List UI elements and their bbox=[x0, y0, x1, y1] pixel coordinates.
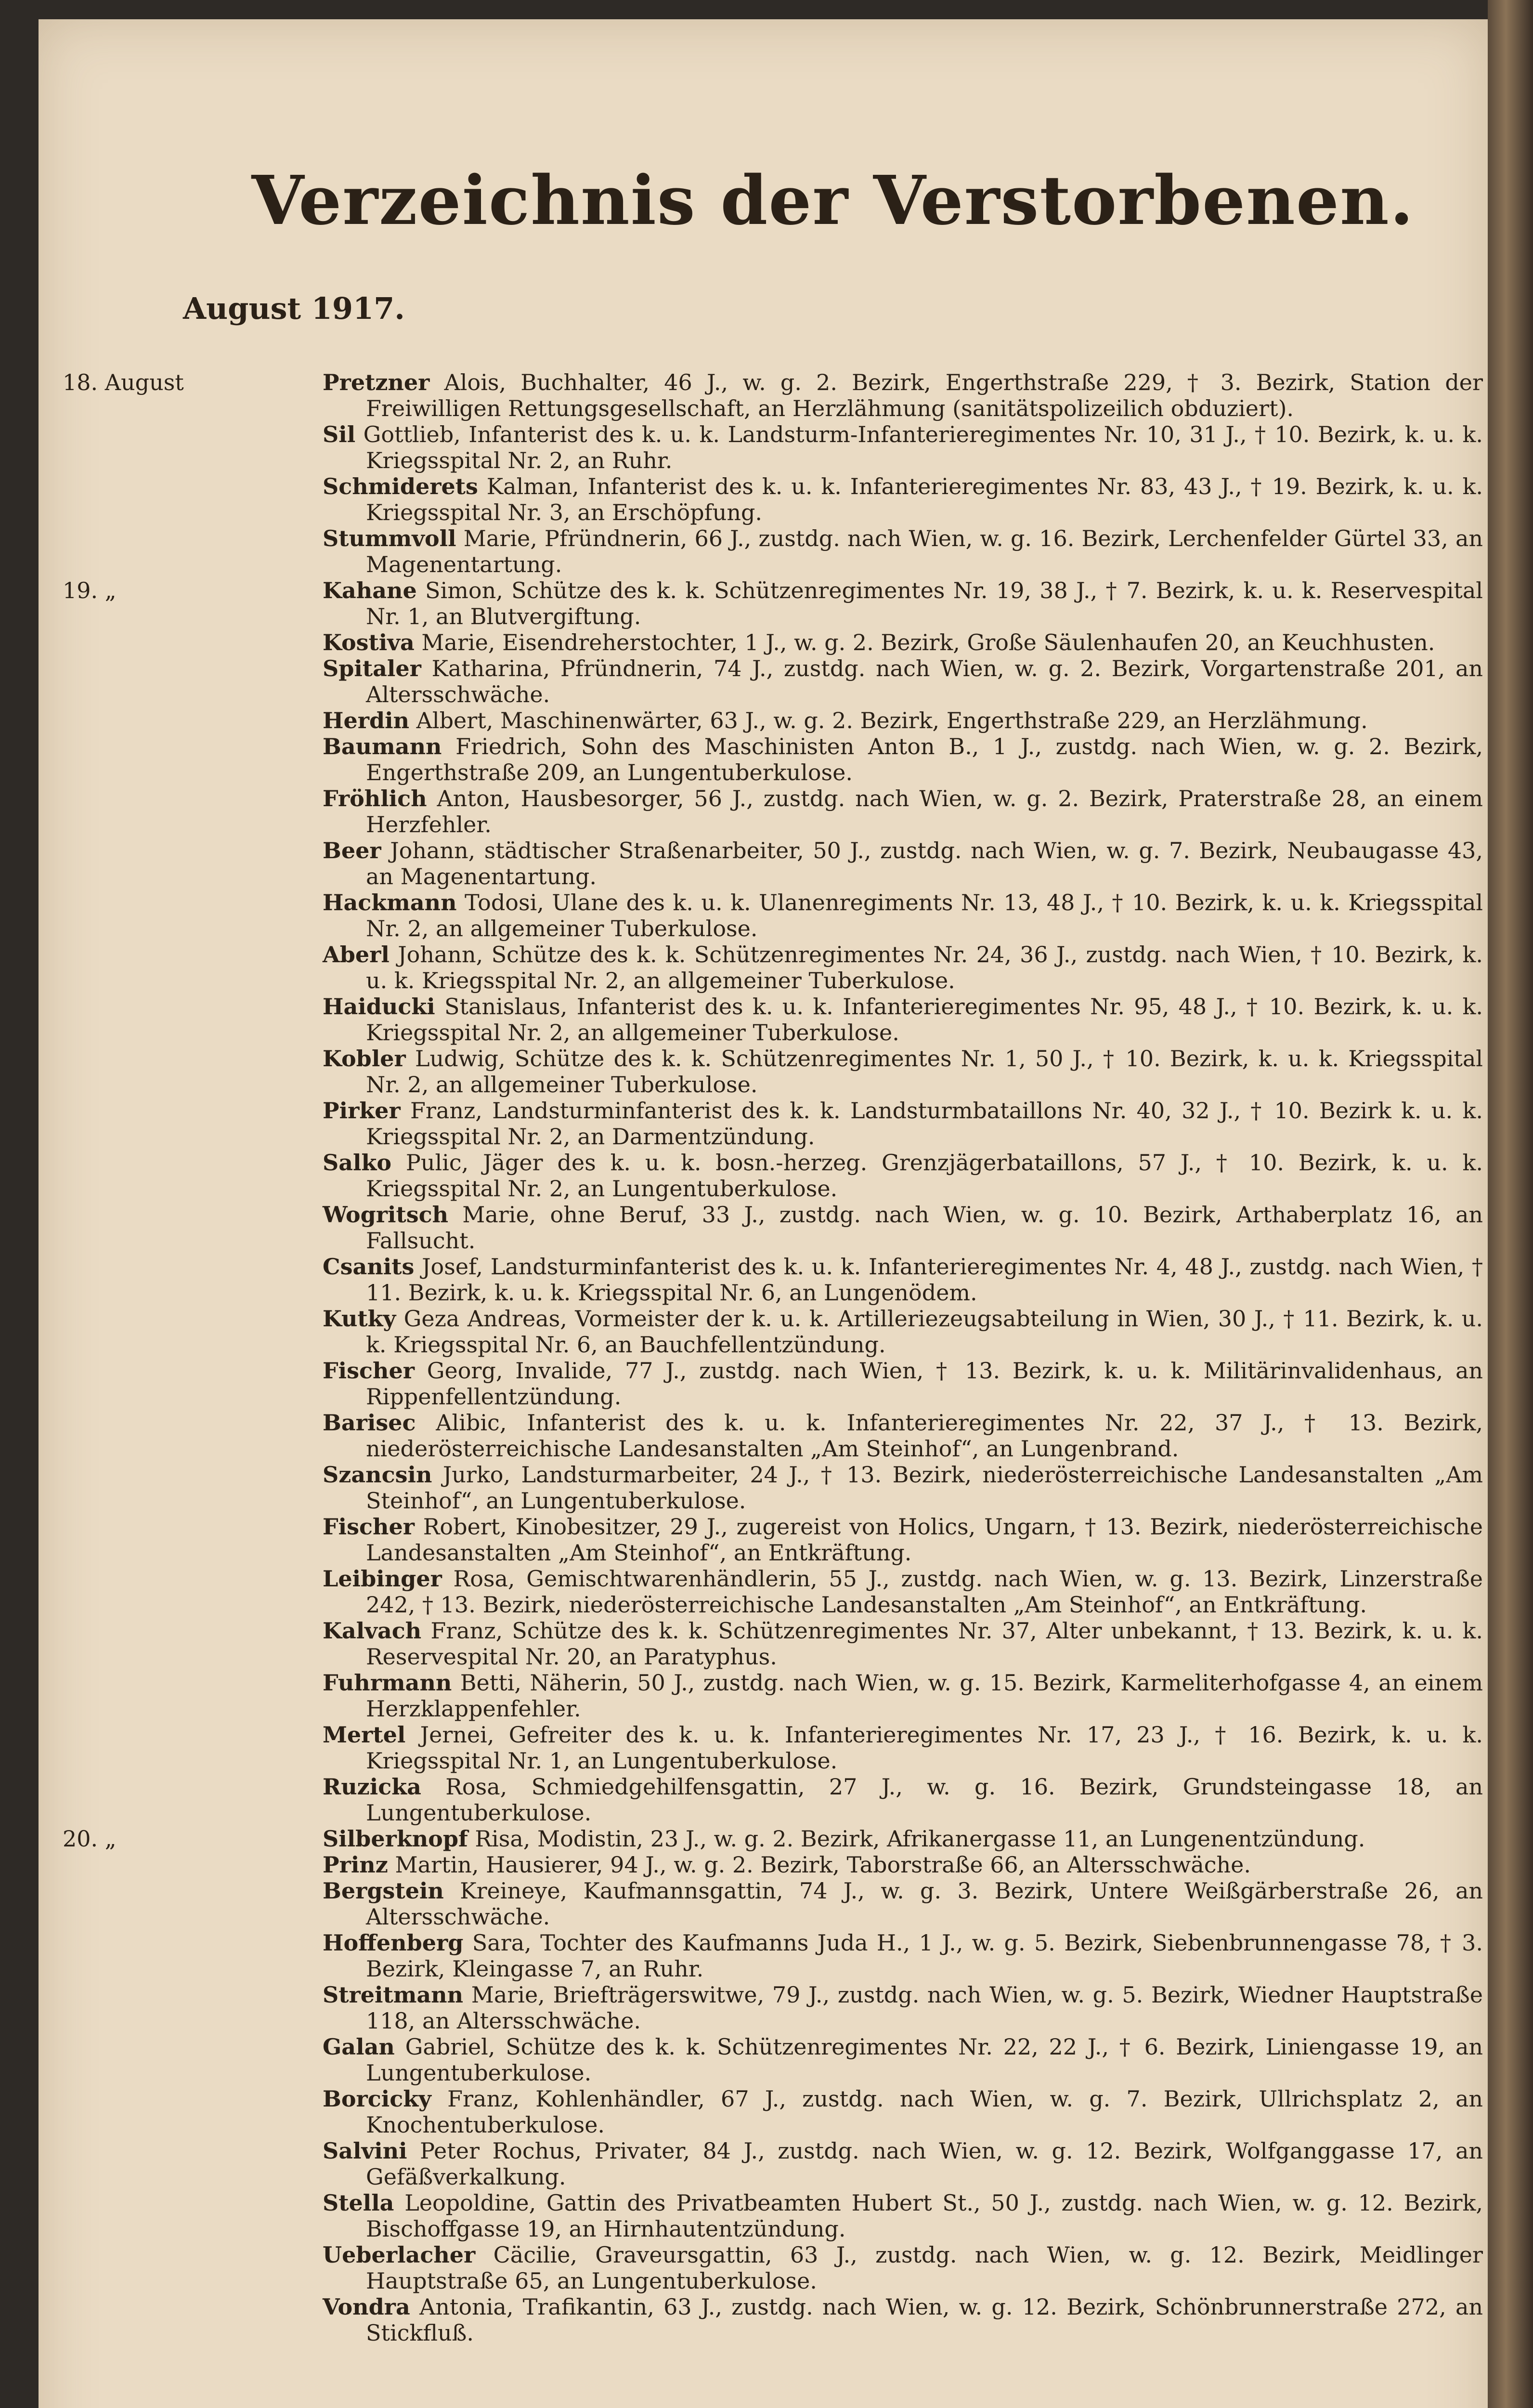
list-item bbox=[183, 2242, 1483, 2294]
entry-text bbox=[323, 838, 1483, 890]
list-item bbox=[183, 655, 1483, 707]
entry-details: Martin, Hausierer, 94 J., w. g. 2. Bezirk, Taborstraße 66, an Altersschwäche. bbox=[388, 1852, 1251, 1878]
entry-details: Albert, Maschinenwärter, 63 J., w. g. 2. Bezirk, Engerthstraße 229, an Herzlähmung. bbox=[409, 707, 1368, 733]
list-item bbox=[183, 1358, 1483, 1410]
entry-text bbox=[323, 1982, 1483, 2034]
entry-text bbox=[323, 1774, 1483, 1826]
entry-text bbox=[323, 629, 1483, 655]
entry-details: Friedrich, Sohn des Maschinisten Anton B., 1 J., zustdg. nach Wien, w. g. 2. Bezirk, Engerthstraße 209, an Lungentuberkulose. bbox=[366, 733, 1483, 785]
entry-surname: Fuhrmann bbox=[323, 1670, 452, 1696]
entry-details: Gabriel, Schütze des k. k. Schützenregimentes Nr. 22, 22 J., † 6. Bezirk, Liniengasse 19, an Lungentuberkulose. bbox=[366, 2034, 1483, 2086]
entry-date: 18. August bbox=[63, 369, 184, 395]
entry-text bbox=[323, 525, 1483, 577]
entry-text bbox=[323, 1254, 1483, 1306]
entry-surname: Szancsin bbox=[323, 1462, 432, 1488]
entry-text bbox=[323, 707, 1483, 733]
entry-date: 20. „ bbox=[63, 1826, 117, 1852]
list-item bbox=[183, 1150, 1483, 1202]
entry-text bbox=[323, 1410, 1483, 1462]
entry-surname: Salko bbox=[323, 1150, 392, 1176]
entry-details: Gottlieb, Infanterist des k. u. k. Landsturm-Infanterieregimentes Nr. 10, 31 J., † 10. Bezirk, k. u. k. Kriegsspital Nr. 2, an Ruhr. bbox=[355, 421, 1483, 473]
list-item bbox=[183, 1514, 1483, 1566]
entry-details: Georg, Invalide, 77 J., zustdg. nach Wien, † 13. Bezirk, k. u. k. Militärinvalidenhaus, an Rippenfellentzündung. bbox=[366, 1358, 1483, 1410]
entry-text bbox=[323, 1670, 1483, 1722]
entry-surname: Kostiva bbox=[323, 629, 415, 655]
list-item bbox=[183, 473, 1483, 525]
entry-details: Rosa, Schmiedgehilfensgattin, 27 J., w. g. 16. Bezirk, Grundsteingasse 18, an Lungentuberkulose. bbox=[366, 1774, 1483, 1826]
entry-text bbox=[323, 733, 1483, 785]
list-item bbox=[183, 890, 1483, 942]
entry-text bbox=[323, 1202, 1483, 1254]
list-item bbox=[183, 785, 1483, 838]
entry-date: 19. „ bbox=[63, 577, 117, 603]
list-item bbox=[183, 994, 1483, 1046]
entry-text bbox=[323, 2242, 1483, 2294]
entry-surname: Herdin bbox=[323, 707, 410, 733]
list-item bbox=[183, 1566, 1483, 1618]
entry-text bbox=[323, 1098, 1483, 1150]
entry-details: Marie, ohne Beruf, 33 J., zustdg. nach Wien, w. g. 10. Bezirk, Arthaberplatz 16, an Fallsucht. bbox=[366, 1202, 1483, 1254]
list-item bbox=[183, 1774, 1483, 1826]
entry-text bbox=[323, 473, 1483, 525]
list-item bbox=[63, 577, 1483, 629]
entry-details: Rosa, Gemischtwarenhändlerin, 55 J., zustdg. nach Wien, w. g. 13. Bezirk, Linzerstraße 242, † 13. Bezirk, niederösterreichische Landesanstalten „Am Steinhof“, an Entkräftung. bbox=[366, 1566, 1483, 1618]
entry-details: Anton, Hausbesorger, 56 J., zustdg. nach Wien, w. g. 2. Bezirk, Praterstraße 28, an einem Herzfehler. bbox=[366, 785, 1483, 838]
entry-text bbox=[323, 1722, 1483, 1774]
entry-text bbox=[323, 1150, 1483, 1202]
entry-surname: Borcicky bbox=[323, 2086, 431, 2112]
list-item bbox=[183, 1982, 1483, 2034]
entry-text bbox=[323, 1462, 1483, 1514]
entry-surname: Hoffenberg bbox=[323, 1930, 464, 1956]
list-item bbox=[183, 2138, 1483, 2190]
entries-list bbox=[63, 369, 1483, 2346]
entry-details: Franz, Schütze des k. k. Schützenregimentes Nr. 37, Alter unbekannt, † 13. Bezirk, k. u. k. Reservespital Nr. 20, an Paratyphus. bbox=[366, 1618, 1483, 1670]
entry-surname: Leibinger bbox=[323, 1566, 442, 1592]
entry-details: Simon, Schütze des k. k. Schützenregimentes Nr. 19, 38 J., † 7. Bezirk, k. u. k. Reservespital Nr. 1, an Blutvergiftung. bbox=[366, 577, 1483, 629]
list-item bbox=[63, 369, 1483, 421]
entry-details: Ludwig, Schütze des k. k. Schützenregimentes Nr. 1, 50 J., † 10. Bezirk, k. u. k. Kriegsspital Nr. 2, an allgemeiner Tuberkulose. bbox=[366, 1046, 1483, 1098]
list-item bbox=[183, 1462, 1483, 1514]
entry-surname: Kobler bbox=[323, 1046, 406, 1072]
entry-surname: Kalvach bbox=[323, 1618, 422, 1644]
entry-text bbox=[323, 1930, 1483, 1982]
entry-surname: Barisec bbox=[323, 1410, 416, 1436]
entry-details: Katharina, Pfründnerin, 74 J., zustdg. nach Wien, w. g. 2. Bezirk, Vorgartenstraße 201, an Altersschwäche. bbox=[366, 655, 1483, 707]
entry-surname: Kutky bbox=[323, 1306, 396, 1332]
entry-surname: Aberl bbox=[323, 942, 390, 968]
entry-surname: Stummvoll bbox=[323, 525, 456, 551]
entry-details: Betti, Näherin, 50 J., zustdg. nach Wien, w. g. 15. Bezirk, Karmeliterhofgasse 4, an einem Herzklappenfehler. bbox=[366, 1670, 1483, 1722]
entry-text bbox=[323, 369, 1483, 421]
entry-details: Alois, Buchhalter, 46 J., w. g. 2. Bezirk, Engerthstraße 229, † 3. Bezirk, Station der Freiwilligen Rettungsgesellschaft, an Herzlähmung (sanitätspolizeilich obduziert). bbox=[366, 369, 1483, 421]
entry-details: Franz, Kohlenhändler, 67 J., zustdg. nach Wien, w. g. 7. Bezirk, Ullrichsplatz 2, an Knochentuberkulose. bbox=[366, 2086, 1483, 2138]
document-page bbox=[39, 19, 1488, 2408]
entry-surname: Prinz bbox=[323, 1852, 388, 1878]
entry-text bbox=[323, 1566, 1483, 1618]
list-item bbox=[63, 1826, 1483, 1852]
list-item bbox=[183, 707, 1483, 733]
entry-text bbox=[323, 2138, 1483, 2190]
entry-text bbox=[323, 2034, 1483, 2086]
list-item bbox=[183, 1254, 1483, 1306]
entry-text bbox=[323, 421, 1483, 473]
entry-surname: Ruzicka bbox=[323, 1774, 421, 1800]
entry-surname: Kahane bbox=[323, 577, 417, 603]
entry-surname: Ueberlacher bbox=[323, 2242, 476, 2268]
entry-details: Sara, Tochter des Kaufmanns Juda H., 1 J., w. g. 5. Bezirk, Siebenbrunnengasse 78, † 3. Bezirk, Kleingasse 7, an Ruhr. bbox=[366, 1930, 1483, 1982]
entry-surname: Streitmann bbox=[323, 1982, 464, 2008]
list-item bbox=[183, 1098, 1483, 1150]
entry-surname: Hackmann bbox=[323, 890, 457, 916]
entry-details: Marie, Eisendreherstochter, 1 J., w. g. 2. Bezirk, Große Säulenhaufen 20, an Keuchhusten. bbox=[414, 629, 1435, 655]
entry-details: Josef, Landsturminfanterist des k. u. k. Infanterieregimentes Nr. 4, 48 J., zustdg. nach Wien, † 11. Bezirk, k. u. k. Kriegsspital Nr. 6, an Lungenödem. bbox=[366, 1254, 1483, 1306]
entry-text bbox=[323, 1046, 1483, 1098]
entry-text bbox=[323, 785, 1483, 838]
entry-text bbox=[323, 1306, 1483, 1358]
list-item bbox=[183, 1306, 1483, 1358]
list-item bbox=[183, 838, 1483, 890]
entry-text bbox=[323, 2294, 1483, 2346]
entry-text bbox=[323, 1618, 1483, 1670]
list-item bbox=[183, 1202, 1483, 1254]
entry-surname: Spitaler bbox=[323, 655, 421, 681]
list-item bbox=[183, 1618, 1483, 1670]
entry-details: Peter Rochus, Privater, 84 J., zustdg. nach Wien, w. g. 12. Bezirk, Wolfganggasse 17, an Gefäßverkalkung. bbox=[366, 2138, 1483, 2190]
entry-text bbox=[323, 655, 1483, 707]
entry-surname: Haiducki bbox=[323, 994, 435, 1020]
list-item bbox=[183, 1930, 1483, 1982]
entry-text bbox=[323, 890, 1483, 942]
entry-text bbox=[323, 577, 1483, 629]
entry-surname: Pirker bbox=[323, 1098, 401, 1124]
entry-surname: Mertel bbox=[323, 1722, 406, 1748]
entry-surname: Fischer bbox=[323, 1358, 415, 1384]
list-item bbox=[183, 1852, 1483, 1878]
entry-text bbox=[323, 994, 1483, 1046]
entry-details: Antonia, Trafikantin, 63 J., zustdg. nach Wien, w. g. 12. Bezirk, Schönbrunnerstraße 272, an Stickfluß. bbox=[366, 2294, 1483, 2346]
entry-details: Kreineye, Kaufmannsgattin, 74 J., w. g. 3. Bezirk, Untere Weißgärberstraße 26, an Altersschwäche. bbox=[366, 1878, 1483, 1930]
entry-details: Jurko, Landsturmarbeiter, 24 J., † 13. Bezirk, niederösterreichische Landesanstalten „Am Steinhof“, an Lungentuberkulose. bbox=[366, 1462, 1483, 1514]
list-item bbox=[183, 1410, 1483, 1462]
entry-surname: Pretzner bbox=[323, 369, 430, 395]
list-item bbox=[183, 2190, 1483, 2242]
entry-surname: Baumann bbox=[323, 733, 442, 759]
book-edge bbox=[1488, 0, 1533, 2408]
entry-surname: Galan bbox=[323, 2034, 395, 2060]
list-item bbox=[183, 525, 1483, 577]
entry-surname: Stella bbox=[323, 2190, 394, 2216]
entry-surname: Silberknopf bbox=[323, 1826, 468, 1852]
list-item bbox=[183, 2086, 1483, 2138]
entry-details: Cäcilie, Graveursgattin, 63 J., zustdg. nach Wien, w. g. 12. Bezirk, Meidlinger Hauptstraße 65, an Lungentuberkulose. bbox=[366, 2242, 1483, 2294]
entry-details: Robert, Kinobesitzer, 29 J., zugereist von Holics, Ungarn, † 13. Bezirk, niederösterreichische Landesanstalten „Am Steinhof“, an Entkräftung. bbox=[366, 1514, 1483, 1566]
list-item bbox=[183, 421, 1483, 473]
list-item bbox=[183, 942, 1483, 994]
entry-details: Kalman, Infanterist des k. u. k. Infanterieregimentes Nr. 83, 43 J., † 19. Bezirk, k. u. k. Kriegsspital Nr. 3, an Erschöpfung. bbox=[366, 473, 1483, 525]
entry-surname: Salvini bbox=[323, 2138, 407, 2164]
entry-text bbox=[323, 1878, 1483, 1930]
entry-surname: Fischer bbox=[323, 1514, 415, 1540]
entry-text bbox=[323, 942, 1483, 994]
list-item bbox=[183, 1722, 1483, 1774]
entry-details: Johann, Schütze des k. k. Schützenregimentes Nr. 24, 36 J., zustdg. nach Wien, † 10. Bezirk, k. u. k. Kriegsspital Nr. 2, an allgemeiner Tuberkulose. bbox=[366, 942, 1483, 994]
entry-surname: Sil bbox=[323, 421, 356, 447]
entry-text bbox=[323, 1826, 1483, 1852]
entry-details: Todosi, Ulane des k. u. k. Ulanenregiments Nr. 13, 48 J., † 10. Bezirk, k. u. k. Kriegsspital Nr. 2, an allgemeiner Tuberkulose. bbox=[366, 890, 1483, 942]
entry-surname: Vondra bbox=[323, 2294, 410, 2320]
list-item bbox=[183, 1878, 1483, 1930]
entry-surname: Wogritsch bbox=[323, 1202, 449, 1228]
entry-details: Geza Andreas, Vormeister der k. u. k. Artilleriezeugsabteilung in Wien, 30 J., † 11. Bezirk, k. u. k. Kriegsspital Nr. 6, an Bauchfellentzündung. bbox=[366, 1306, 1483, 1358]
entry-surname: Schmiderets bbox=[323, 473, 478, 499]
entry-details: Stanislaus, Infanterist des k. u. k. Infanterieregimentes Nr. 95, 48 J., † 10. Bezirk, k. u. k. Kriegsspital Nr. 2, an allgemeiner Tuberkulose. bbox=[366, 994, 1483, 1046]
entry-details: Johann, städtischer Straßenarbeiter, 50 J., zustdg. nach Wien, w. g. 7. Bezirk, Neubaugasse 43, an Magenentartung. bbox=[366, 838, 1483, 890]
entry-surname: Bergstein bbox=[323, 1878, 444, 1904]
entry-details: Pulic, Jäger des k. u. k. bosn.-herzeg. Grenzjägerbataillons, 57 J., † 10. Bezirk, k. u. k. Kriegsspital Nr. 2, an Lungentuberkulose. bbox=[366, 1150, 1483, 1202]
entry-details: Risa, Modistin, 23 J., w. g. 2. Bezirk, Afrikanergasse 11, an Lungenentzündung. bbox=[468, 1826, 1365, 1852]
page-title: Verzeichnis der Verstorbenen. bbox=[251, 161, 1415, 240]
entry-details: Leopoldine, Gattin des Privatbeamten Hubert St., 50 J., zustdg. nach Wien, w. g. 12. Bezirk, Bischoffgasse 19, an Hirnhautentzündung. bbox=[366, 2190, 1483, 2242]
page-content bbox=[63, 161, 1483, 2346]
list-item bbox=[183, 629, 1483, 655]
entry-text bbox=[323, 1514, 1483, 1566]
entry-text bbox=[323, 1852, 1483, 1878]
list-item bbox=[183, 2294, 1483, 2346]
month-heading: August 1917. bbox=[183, 291, 405, 326]
entry-details: Franz, Landsturminfanterist des k. k. Landsturmbataillons Nr. 40, 32 J., † 10. Bezirk k. u. k. Kriegsspital Nr. 2, an Darmentzündung. bbox=[366, 1098, 1483, 1150]
entry-text bbox=[323, 2190, 1483, 2242]
entry-surname: Csanits bbox=[323, 1254, 415, 1280]
entry-text bbox=[323, 1358, 1483, 1410]
entry-details: Marie, Pfründnerin, 66 J., zustdg. nach Wien, w. g. 16. Bezirk, Lerchenfelder Gürtel 33, an Magenentartung. bbox=[366, 525, 1483, 577]
entry-text bbox=[323, 2086, 1483, 2138]
entry-details: Jernei, Gefreiter des k. u. k. Infanterieregimentes Nr. 17, 23 J., † 16. Bezirk, k. u. k. Kriegsspital Nr. 1, an Lungentuberkulose. bbox=[366, 1722, 1483, 1774]
entry-surname: Fröhlich bbox=[323, 785, 427, 811]
list-item bbox=[183, 1046, 1483, 1098]
entry-details: Marie, Briefträgerswitwe, 79 J., zustdg. nach Wien, w. g. 5. Bezirk, Wiedner Hauptstraße 118, an Altersschwäche. bbox=[366, 1982, 1483, 2034]
list-item bbox=[183, 2034, 1483, 2086]
entry-details: Alibic, Infanterist des k. u. k. Infanterieregimentes Nr. 22, 37 J., † 13. Bezirk, niederösterreichische Landesanstalten „Am Steinhof“, an Lungenbrand. bbox=[366, 1410, 1483, 1462]
list-item bbox=[183, 733, 1483, 785]
list-item bbox=[183, 1670, 1483, 1722]
entry-surname: Beer bbox=[323, 838, 381, 864]
